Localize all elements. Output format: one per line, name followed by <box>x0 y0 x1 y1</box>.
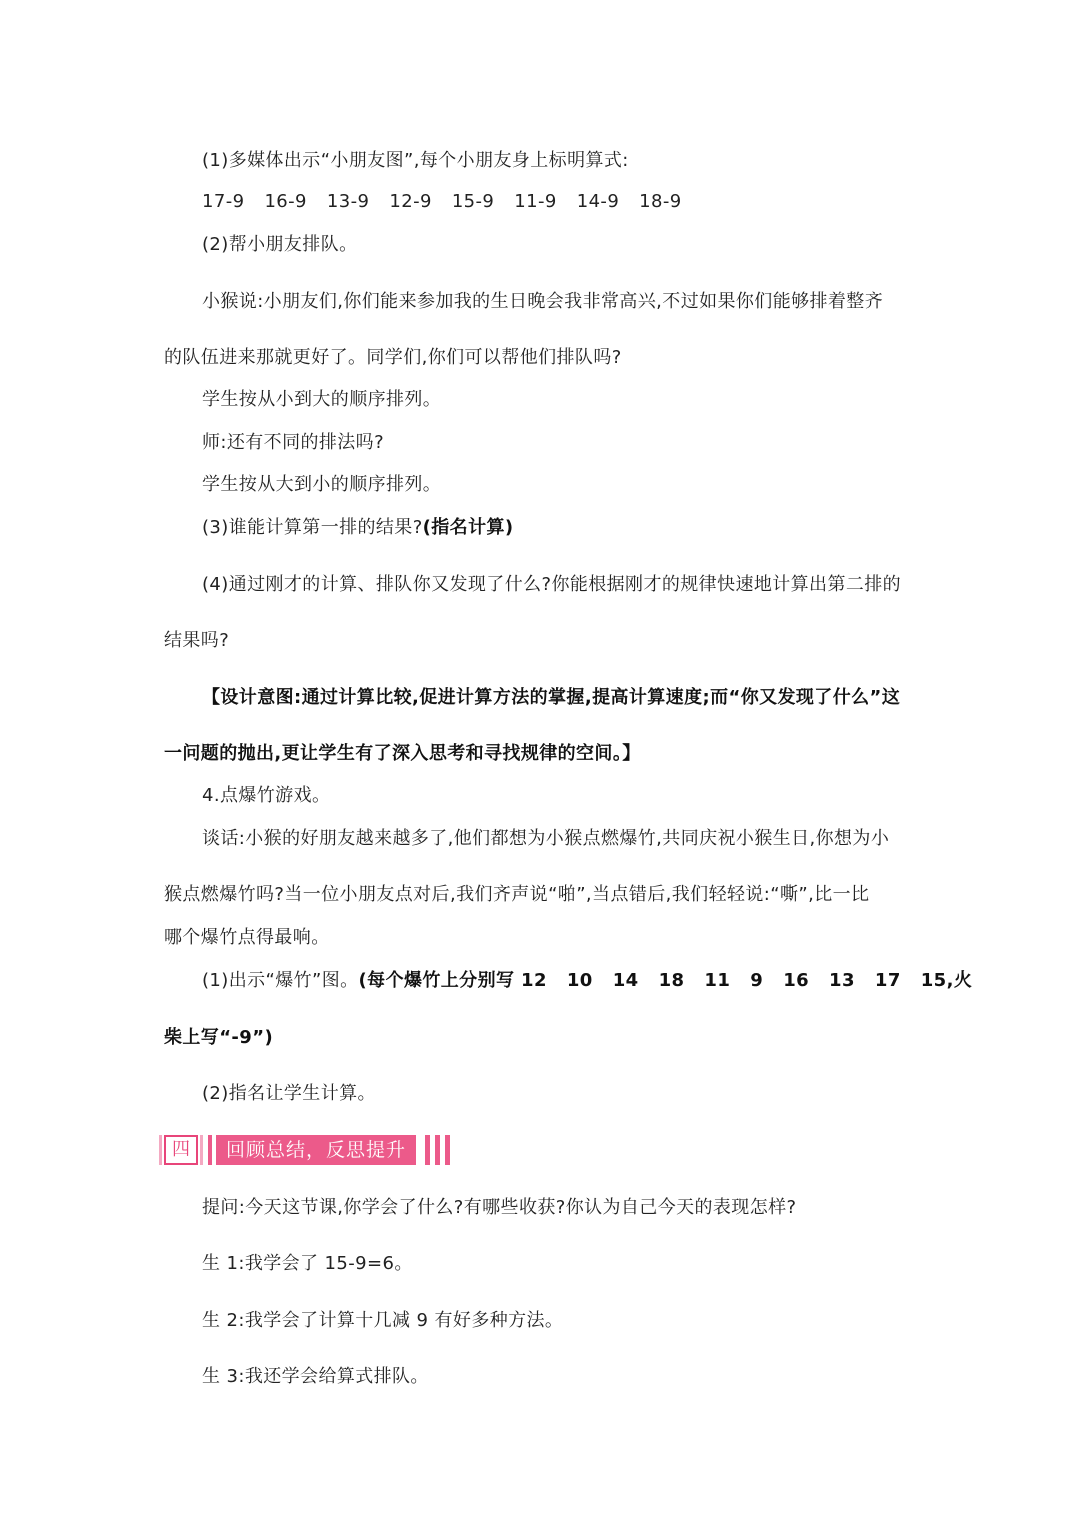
expression: 14-9 <box>576 191 620 212</box>
paragraph: 生 3:我还学会给算式排队。 <box>202 1366 429 1387</box>
paragraph: 学生按从小到大的顺序排列。 <box>202 389 442 410</box>
paragraph: 学生按从大到小的顺序排列。 <box>202 474 442 495</box>
question-text: (3)谁能计算第一排的结果? <box>202 517 423 538</box>
subheading: 4.点爆竹游戏。 <box>202 785 331 806</box>
paragraph: 谈话:小猴的好朋友越来越多了,他们都想为小猴点燃爆竹,共同庆祝小猴生日,你想为小 <box>202 828 890 849</box>
paragraph <box>202 515 514 541</box>
design-intent: 一问题的抛出,更让学生有了深入思考和寻找规律的空间。】 <box>164 743 641 764</box>
bold-note: (每个爆竹上分别写 12 10 14 18 11 9 16 13 17 15,火 <box>358 970 973 991</box>
section-number: 四 <box>164 1135 198 1165</box>
paragraph: 的队伍进来那就更好了。同学们,你们可以帮他们排队吗? <box>164 347 622 368</box>
paragraph <box>202 968 972 994</box>
expression: 12-9 <box>389 191 432 212</box>
section-header <box>164 1135 450 1165</box>
expression: 15-9 <box>451 191 495 212</box>
paragraph: 小猴说:小朋友们,你们能来参加我的生日晚会我非常高兴,不过如果你们能够排着整齐 <box>202 291 884 312</box>
expression: 13-9 <box>326 191 370 212</box>
paragraph: 师:还有不同的排法吗? <box>202 432 385 453</box>
paragraph: (2)指名让学生计算。 <box>202 1083 376 1104</box>
paragraph: 猴点燃爆竹吗?当一位小朋友点对后,我们齐声说“啪”,当点错后,我们轻轻说:“嘶”,比一比 <box>164 884 870 905</box>
expression: 11-9 <box>514 191 557 212</box>
expression: 16-9 <box>264 191 307 212</box>
expression: 17-9 <box>202 191 245 212</box>
bold-note: (指名计算) <box>422 517 514 538</box>
paragraph: 生 1:我学会了 15-9=6。 <box>202 1253 413 1274</box>
instruction-text: (1)出示“爆竹”图。 <box>202 970 359 991</box>
paragraph: (4)通过刚才的计算、排队你又发现了什么?你能根据刚才的规律快速地计算出第二排的 <box>202 574 902 595</box>
paragraph: 提问:今天这节课,你学会了什么?有哪些收获?你认为自己今天的表现怎样? <box>202 1197 797 1218</box>
paragraph: (2)帮小朋友排队。 <box>202 234 358 255</box>
paragraph: 结果吗? <box>164 630 230 651</box>
decorative-bars <box>420 1135 450 1165</box>
paragraph: 哪个爆竹点得最响。 <box>164 927 330 948</box>
bold-note: 柴上写“-9”) <box>164 1027 274 1048</box>
paragraph: (1)多媒体出示“小朋友图”,每个小朋友身上标明算式: <box>202 150 629 171</box>
expression: 18-9 <box>639 191 682 212</box>
section-title: 回顾总结，反思提升 <box>212 1135 416 1165</box>
paragraph: 生 2:我学会了计算十几减 9 有好多种方法。 <box>202 1310 564 1331</box>
expression-row <box>202 189 702 215</box>
design-intent: 【设计意图:通过计算比较,促进计算方法的掌握,提高计算速度;而“你又发现了什么”这 <box>202 687 901 708</box>
